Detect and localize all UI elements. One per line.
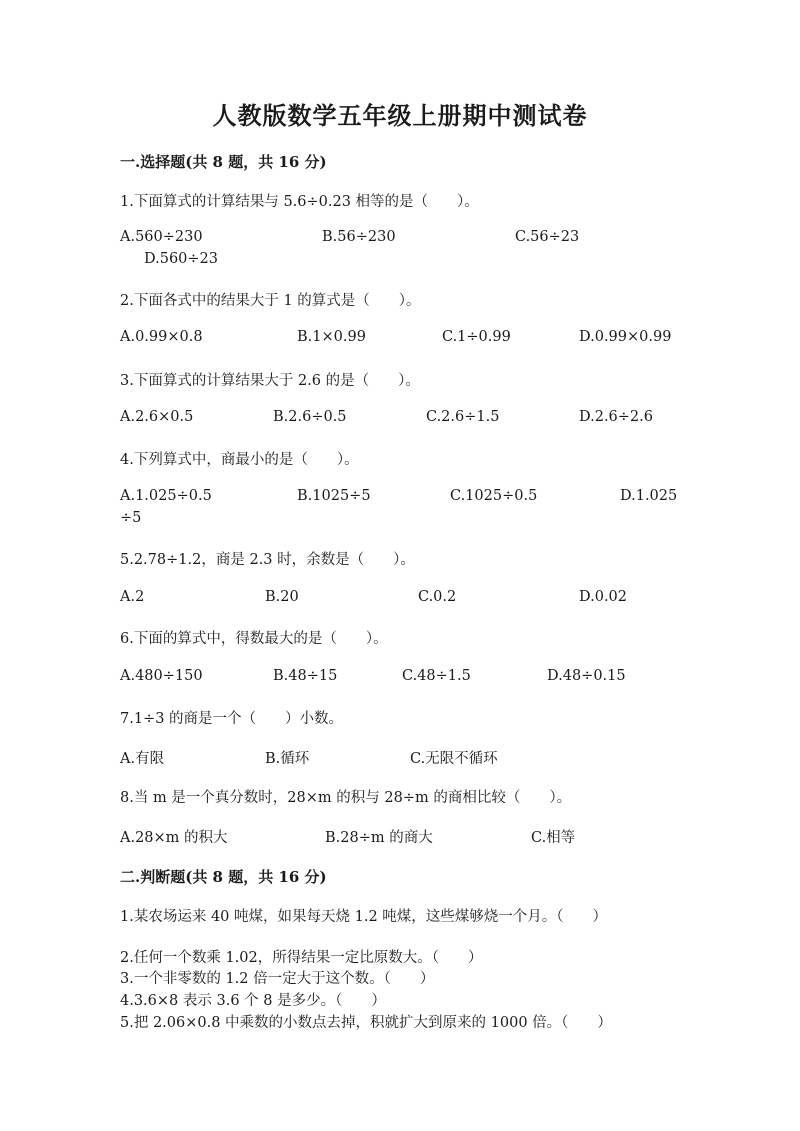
q7-option-c: C.无限不循环 <box>410 751 498 767</box>
q1-option-a: A.560÷230 <box>120 229 203 245</box>
judgement-item-4: 4.3.6×8 表示 3.6 个 8 是多少。（ ） <box>120 993 386 1009</box>
question-7: 7.1÷3 的商是一个（ ）小数。 <box>120 711 344 727</box>
q4-option-c: C.1025÷0.5 <box>450 488 538 504</box>
q2-option-b: B.1×0.99 <box>297 329 366 345</box>
question-1: 1.下面算式的计算结果与 5.6÷0.23 相等的是（ ）。 <box>120 194 479 210</box>
q3-option-c: C.2.6÷1.5 <box>426 409 500 425</box>
q6-option-b: B.48÷15 <box>273 668 338 684</box>
q8-option-c: C.相等 <box>531 830 576 846</box>
question-8: 8.当 m 是一个真分数时，28×m 的积与 28÷m 的商相比较（ ）。 <box>120 790 572 806</box>
q2-option-c: C.1÷0.99 <box>442 329 511 345</box>
q4-option-a: A.1.025÷0.5 <box>120 488 212 504</box>
q3-option-a: A.2.6×0.5 <box>120 409 194 425</box>
q1-option-d: D.560÷23 <box>144 251 218 267</box>
judgement-item-5: 5.把 2.06×0.8 中乘数的小数点去掉，积就扩大到原来的 1000 倍。（ ） <box>120 1015 612 1031</box>
q1-option-c: C.56÷23 <box>515 229 580 245</box>
q1-option-b: B.56÷230 <box>322 229 396 245</box>
question-2: 2.下面各式中的结果大于 1 的算式是（ ）。 <box>120 293 421 309</box>
q3-option-d: D.2.6÷2.6 <box>579 409 653 425</box>
q8-option-b: B.28÷m 的商大 <box>325 830 433 846</box>
q7-option-b: B.循环 <box>265 751 310 767</box>
section-heading-judgement: 二.判断题(共 8 题，共 16 分) <box>120 868 327 886</box>
q6-option-a: A.480÷150 <box>120 668 203 684</box>
q5-option-c: C.0.2 <box>418 589 457 605</box>
q4-option-b: B.1025÷5 <box>297 488 371 504</box>
q8-option-a: A.28×m 的积大 <box>120 830 228 846</box>
exam-title: 人教版数学五年级上册期中测试卷 <box>212 101 588 130</box>
section-heading-choice: 一.选择题(共 8 题，共 16 分) <box>120 153 327 171</box>
question-6: 6.下面的算式中，得数最大的是（ ）。 <box>120 631 388 647</box>
question-4: 4.下列算式中，商最小的是（ ）。 <box>120 452 359 468</box>
q7-option-a: A.有限 <box>120 751 165 767</box>
q2-option-d: D.0.99×0.99 <box>579 329 672 345</box>
q3-option-b: B.2.6÷0.5 <box>273 409 347 425</box>
judgement-item-3: 3.一个非零数的 1.2 倍一定大于这个数。（ ） <box>120 971 435 987</box>
q6-option-c: C.48÷1.5 <box>402 668 471 684</box>
q2-option-a: A.0.99×0.8 <box>120 329 203 345</box>
q5-option-b: B.20 <box>265 589 299 605</box>
judgement-item-1: 1.某农场运来 40 吨煤，如果每天烧 1.2 吨煤，这些煤够烧一个月。（ ） <box>120 909 608 925</box>
q4-option-d-continued: ÷5 <box>120 510 142 526</box>
q5-option-d: D.0.02 <box>579 589 628 605</box>
q4-option-d: D.1.025 <box>620 488 678 504</box>
judgement-item-2: 2.任何一个数乘 1.02，所得结果一定比原数大。（ ） <box>120 950 483 966</box>
question-3: 3.下面算式的计算结果大于 2.6 的是（ ）。 <box>120 373 420 389</box>
q5-option-a: A.2 <box>120 589 145 605</box>
question-5: 5.2.78÷1.2，商是 2.3 时，余数是（ ）。 <box>120 552 415 568</box>
q6-option-d: D.48÷0.15 <box>547 668 626 684</box>
